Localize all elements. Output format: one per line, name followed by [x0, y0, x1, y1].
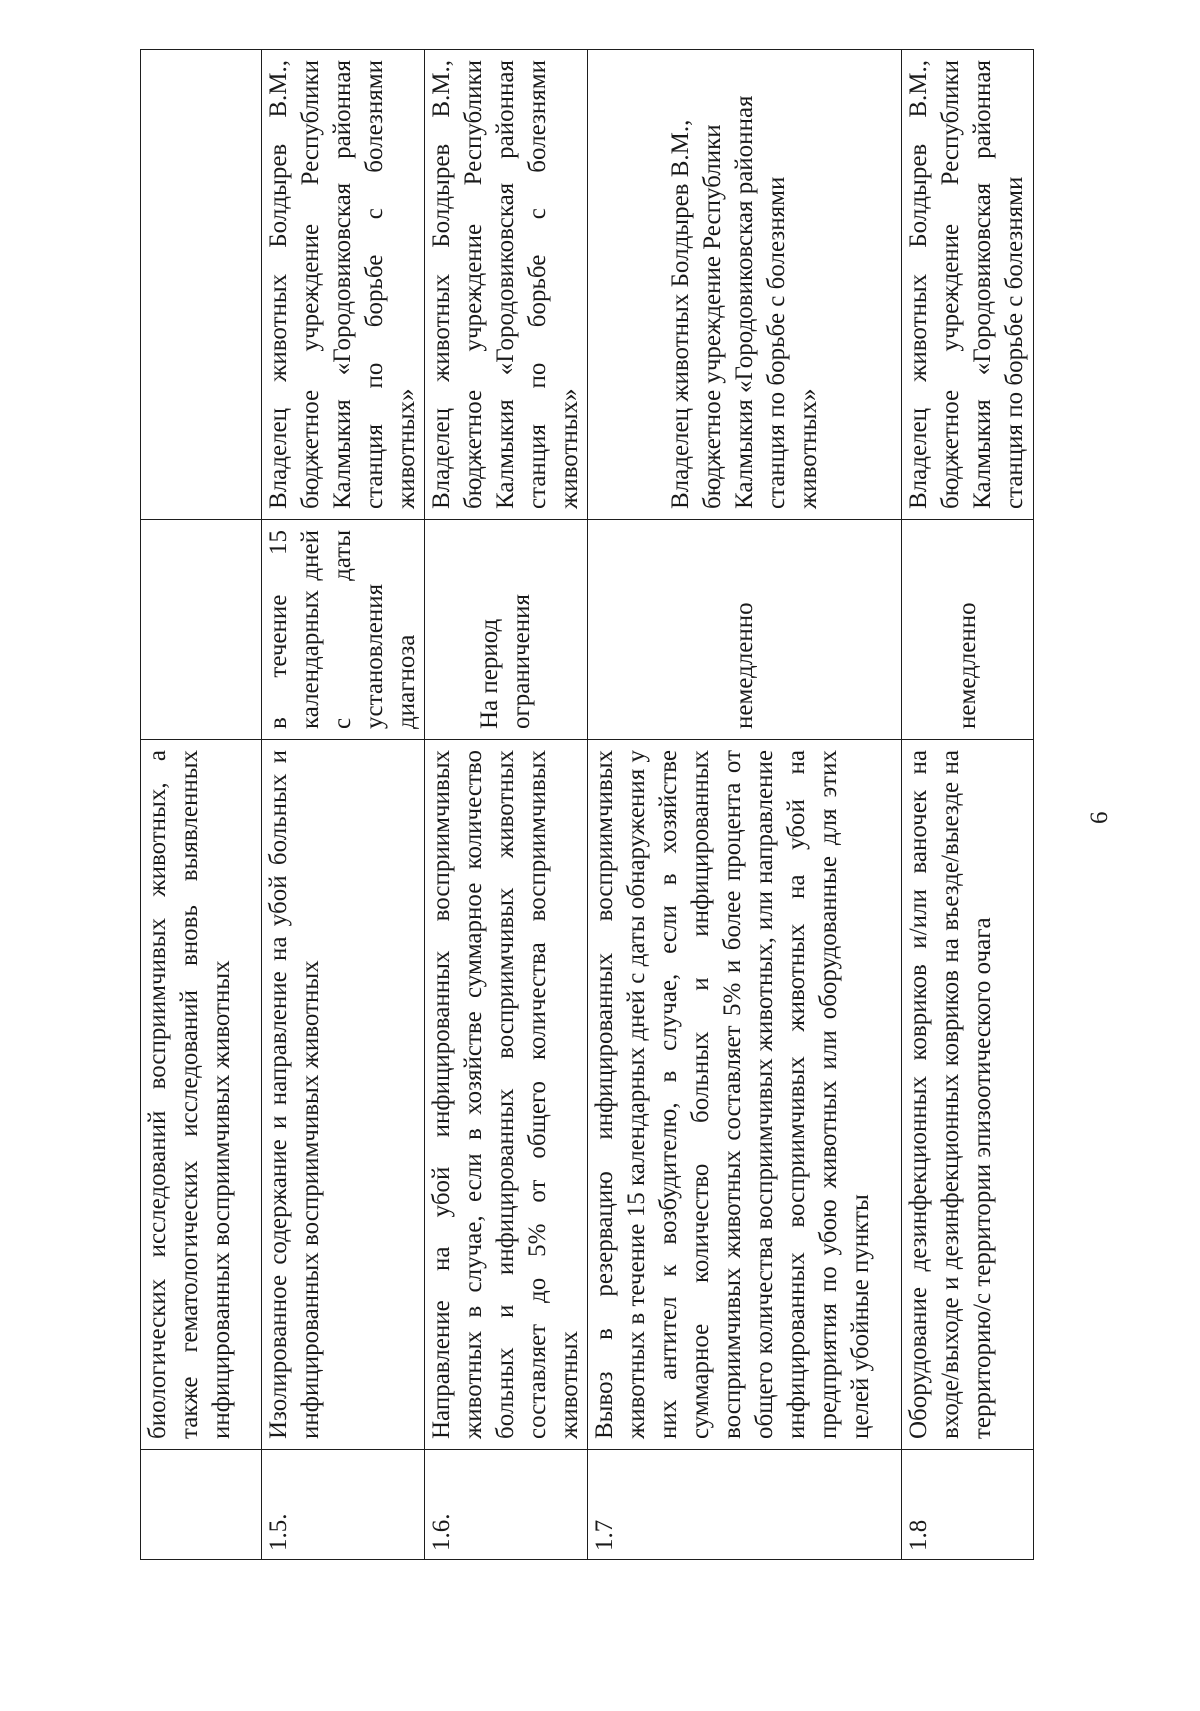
responsible-cell: Владелец животных Болдырев В.М., бюджетное учреждение Республики Калмыкия «Городовиковская районная станция по борьбе с болезнями — [902, 50, 1034, 520]
row-number: 1.7 — [588, 1450, 902, 1560]
document-page — [140, 50, 1040, 1560]
term-cell: немедленно — [588, 520, 902, 740]
term-cell: немедленно — [902, 520, 1034, 740]
responsible-cell: Владелец животных Болдырев В.М., бюджетное учреждение Республики Калмыкия «Городовиковская районная станция по борьбе с болезнями животных» — [262, 50, 425, 520]
measures-table — [140, 49, 1034, 1560]
measure-cell: биологических исследований восприимчивых животных, а также гематологических исследований вновь выявленных инфицированных восприимчивых животных — [141, 740, 262, 1450]
row-number: 1.8 — [902, 1450, 1034, 1560]
table-row — [141, 50, 262, 1560]
responsible-cell: Владелец животных Болдырев В.М., бюджетное учреждение Республики Калмыкия «Городовиковская районная станция по борьбе с болезнями животных» — [588, 50, 902, 520]
measure-cell: Направление на убой инфицированных восприимчивых животных в случае, если в хозяйстве суммарное количество больных и инфицированных восприимчивых животных составляет до 5% от общего количества восприимчивых животных — [425, 740, 588, 1450]
term-cell: в течение 15 календарных дней с даты установления диагноза — [262, 520, 425, 740]
table-row — [588, 50, 902, 1560]
row-number — [141, 1450, 262, 1560]
responsible-cell — [141, 50, 262, 520]
measure-cell: Изолированное содержание и направление на убой больных и инфицированных восприимчивых животных — [262, 740, 425, 1450]
table-row — [262, 50, 425, 1560]
measure-cell: Вывоз в резервацию инфицированных восприимчивых животных в течение 15 календарных дней с даты обнаружения у них антител к возбудителю, в случае, если в хозяйстве суммарное количество больных и инфицированных восприимчивых животных составляет 5% и более процента от общего количества восприимчивых животных, или направление инфицированных восприимчивых животных на убой на предприятия по убою животных или оборудованные для этих целей убойные пункты — [588, 740, 902, 1450]
term-cell: На период ограничения — [425, 520, 588, 740]
table-row — [425, 50, 588, 1560]
page-number: 6 — [1086, 811, 1113, 824]
measure-cell: Оборудование дезинфекционных ковриков и/или ваночек на входе/выходе и дезинфекционных ковриков на въезде/выезде на территорию/с территории эпизоотического очага — [902, 740, 1034, 1450]
responsible-cell: Владелец животных Болдырев В.М., бюджетное учреждение Республики Калмыкия «Городовиковская районная станция по борьбе с болезнями животных» — [425, 50, 588, 520]
row-number: 1.5. — [262, 1450, 425, 1560]
table-row — [902, 50, 1034, 1560]
term-cell — [141, 520, 262, 740]
row-number: 1.6. — [425, 1450, 588, 1560]
